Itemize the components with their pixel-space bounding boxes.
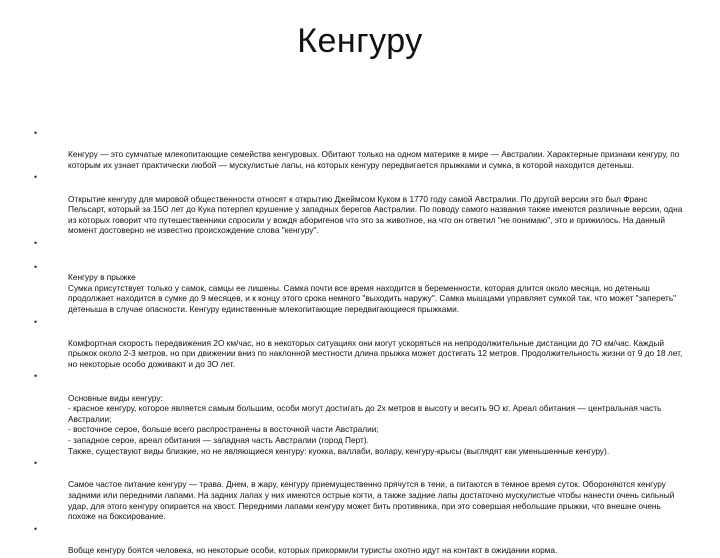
slide-body [34,128,684,558]
bullet-item [34,458,684,522]
bullet-dot-icon: • [34,523,38,534]
bullet-text: Открытие кенгуру для мировой общественности относят к открытию Джеймсом Куком в 1770 году самой Австралии. По другой версии это был Франс Пельсарт, который за 15O лет до Кука потерпел крушение у западных берегов Австралии. По поводу самого названия также имеются различные версии, одна из которых говорит что путешественники спросили у вождя аборигенов что это за животное, на что он ответил "не понимаю", это и прижилось. На данный момент достоверно не известно происхождение слова "кенгуру". [68,193,683,236]
bullet-text: Основные виды кенгуру: - красное кенгуру, которое является самым большим, особи могут достигать до 2х метров в высоту и весить 9O кг. Ареал обитания — центральная часть Австралии; - восточное серое, больше всего распространены в восточной части Австралии; - западное серое, ареал обитания — западная часть Австралии (город Перт). Также, существуют виды близкие, но не являющиеся кенгуру: куокка, валлаби, волару, кенгуру-крысы (выглядят как уменьшенные кенгуру). [68,392,662,456]
bullet-dot-icon: • [34,261,38,272]
bullet-dot-icon: • [34,371,38,382]
bullet-dot-icon: • [34,172,38,183]
bullet-text: Самое частое питание кенгуру — трава. Днем, в жару, кенгуру приемущественно прячутся в тени, а питаются в темное время суток. Обороняются кенгуру задними или передними лапами. На задних лапах у них имеются острые когти, а также задние лапы достаточно мускулистые чтобы нанести очень сильный удар, для этого кенгуру опирается на хвост. Передними лапами кенгуру может бить противника, при это совершая небольшие прыжки, что внешне очень похоже на боксирование. [68,479,675,522]
bullet-item-empty [34,238,684,249]
bullet-item [34,128,684,170]
slide-title: Кенгуру [297,22,423,60]
bullet-text: Вобще кенгуру боятся человека, но некоторые особи, которых прикормили туристы охотно идут на контакт в ожидании корма. [68,544,558,555]
bullet-text: Комфортная скорость передвижения 2O км/час, но в некоторых ситуациях они могут ускоряться на непродолжительные дистанции до 7O км/час. Каждый прыжок около 2-3 метров, но при движении вниз по наклонной местности длина прыжка может достигать 12 метров. Продолжительность жизни от 9 до 18 лет, но некоторые особо доживают и до 3O лет. [68,337,683,369]
bullet-dot-icon: • [34,316,38,327]
bullet-text: Кенгуру в прыжке Сумка присутствует только у самок, самцы ее лишены. Самка почти все время находится в беременности, которая длится около месяца, но детеныш продолжает находится в сумке до 9 месяцев, и к концу этого срока немного "выходить наружу". Самка мышцами управляет сумкой так, что может "запереть" детеныша в случае опасности. Кенгуру единственные млекопитающие передвигающиеся прыжками. [68,272,677,314]
bullet-text: Кенгуру — это сумчатые млекопитающие семейства кенгуровых. Обитают только на одном материке в мире — Австралии. Характерные признаки кенгуру, по которым их узнает практически любой — мускулистые лапы, на которых кенгуру передвигается прыжками и сумка, в которой находится детеныш. [68,149,680,170]
bullet-dot-icon: • [34,128,38,138]
bullet-item [34,371,684,456]
bullet-dot-icon: • [34,237,38,248]
bullet-dot-icon: • [34,458,38,469]
bullet-item [34,251,684,315]
bullet-item [34,317,684,370]
bullet-item [34,172,684,236]
